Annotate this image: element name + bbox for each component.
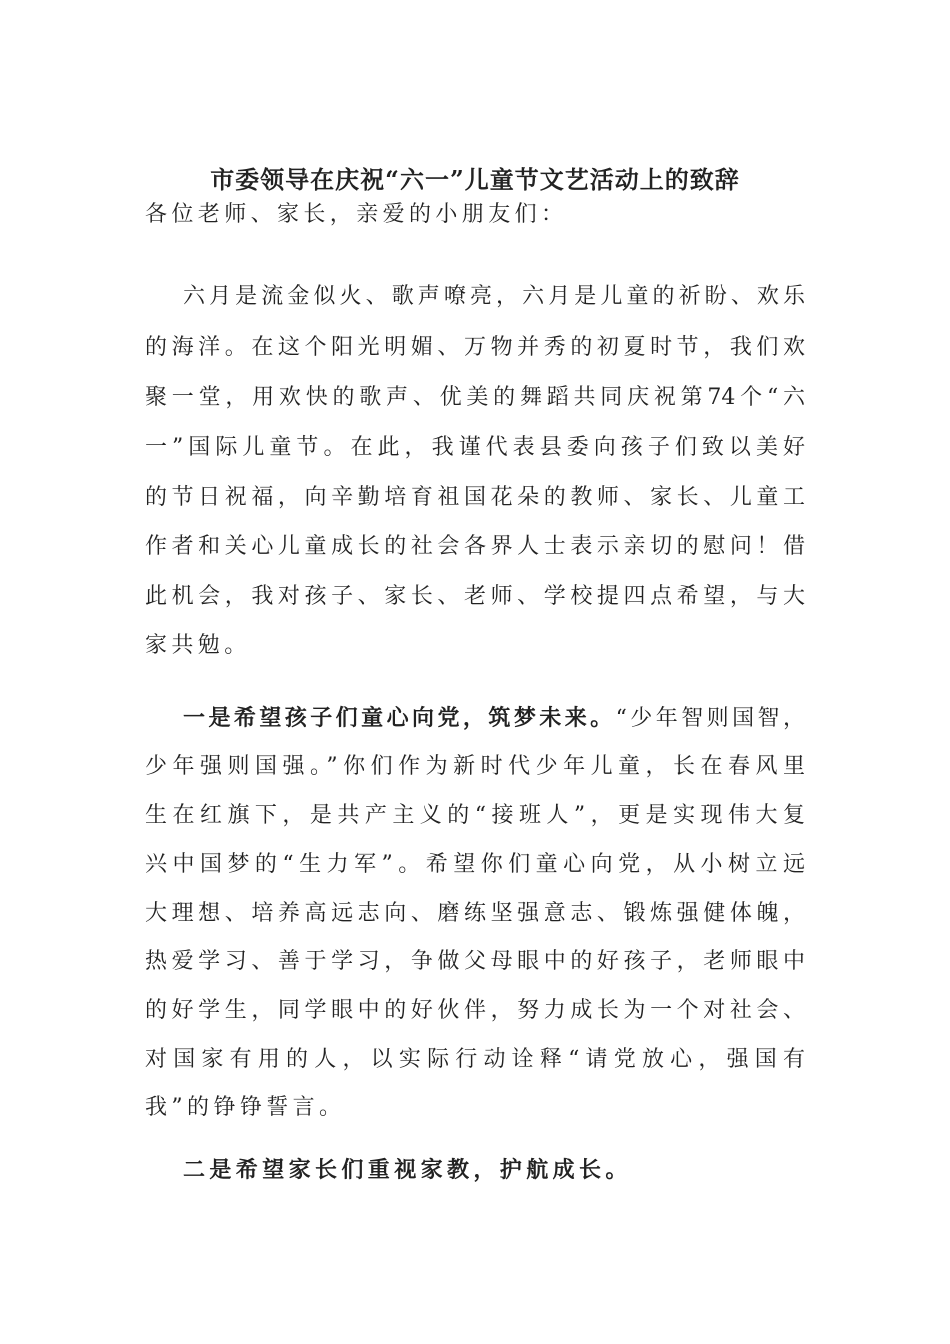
- paragraph-line: 六月是流金似火、歌声嘹亮，六月是儿童的祈盼、欢乐: [183, 284, 805, 309]
- paragraph-line: 一”国际儿童节。在此，我谨代表县委向孩子们致以美好: [145, 435, 805, 460]
- paragraph-line: 此机会，我对孩子、家长、老师、学校提四点希望，与大: [145, 584, 805, 609]
- paragraph-line: 兴中国梦的“生力军”。希望你们童心向党，从小树立远: [145, 852, 805, 877]
- quote-text: “少年智则国智，: [615, 706, 805, 731]
- paragraph-line: 少年强则国强。”你们作为新时代少年儿童，长在春风里: [145, 754, 805, 779]
- document-title: 市委领导在庆祝“六一”儿童节文艺活动上的致辞: [210, 165, 740, 194]
- paragraph-line: 的好学生，同学眼中的好伙伴，努力成长为一个对社会、: [145, 998, 805, 1023]
- paragraph-line: 生在红旗下，是共产主义的“接班人”，更是实现伟大复: [145, 803, 805, 828]
- paragraph-line: 作者和关心儿童成长的社会各界人士表示亲切的慰问！借: [145, 534, 805, 559]
- paragraph-line: 大理想、培养高远志向、磨练坚强意志、锻炼强健体魄，: [145, 901, 805, 926]
- paragraph-line: 热爱学习、善于学习，争做父母眼中的好孩子，老师眼中: [145, 949, 805, 974]
- paragraph-line: 聚一堂，用欢快的歌声、优美的舞蹈共同庆祝第74个“六: [145, 385, 805, 410]
- paragraph-line: 的海洋。在这个阳光明媚、万物并秀的初夏时节，我们欢: [145, 335, 805, 360]
- paragraph-line: 对国家有用的人，以实际行动诠释“请党放心，强国有: [145, 1047, 805, 1072]
- salutation: 各位老师、家长，亲爱的小朋友们：: [145, 202, 568, 227]
- paragraph-heading: 一是希望孩子们童心向党，筑梦未来。: [183, 705, 616, 731]
- paragraph-line: 我”的铮铮誓言。: [145, 1095, 346, 1120]
- paragraph-line: 的节日祝福，向辛勤培育祖国花朵的教师、家长、儿童工: [145, 485, 805, 510]
- paragraph-line: 家共勉。: [145, 633, 251, 658]
- paragraph-line: [183, 703, 805, 734]
- paragraph-3-heading: 二是希望家长们重视家教，护航成长。: [183, 1157, 632, 1183]
